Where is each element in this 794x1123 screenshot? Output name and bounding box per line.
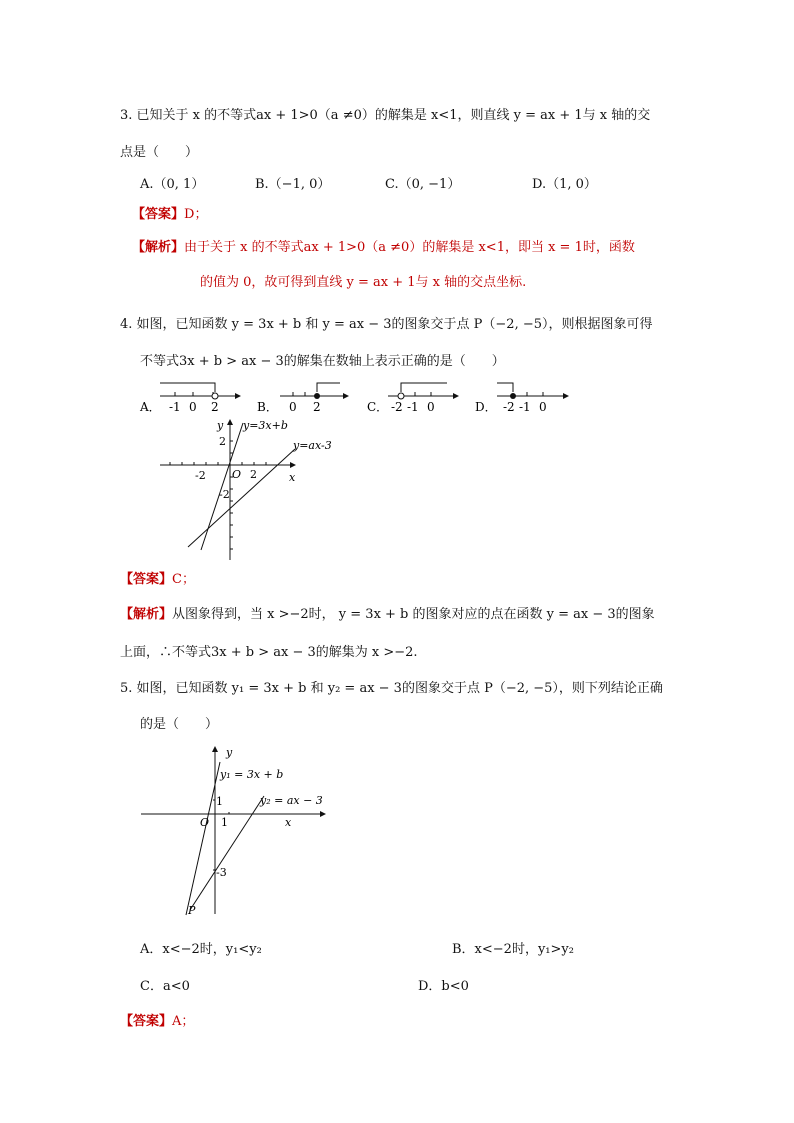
q5-option-a: A．x<−2时，y₁<y₂ bbox=[140, 942, 262, 957]
q3-option-a: A.（0, 1） bbox=[140, 177, 205, 192]
x-axis-arrow bbox=[320, 811, 326, 817]
answer-value: A； bbox=[172, 1014, 195, 1029]
tick-label: 2 bbox=[313, 400, 321, 414]
tick-label: -2 bbox=[391, 400, 403, 414]
analysis-label: 【解析】 bbox=[132, 240, 185, 255]
q5-stem-line1: 5. 如图，已知函数 y₁ = 3x + b 和 y₂ = ax − 3的图象交于点 P（−2, −5），则下列结论正确 bbox=[120, 681, 663, 696]
q4-analysis-line1 bbox=[120, 605, 655, 625]
analysis-text: 从图象得到，当 x >−2时， y = 3x + b 的图象对应的点在函数 y = ax − 3的图象 bbox=[172, 607, 655, 622]
q3-analysis-line1 bbox=[132, 238, 635, 258]
q4-analysis-line2: 上面，∴不等式3x + b > ax − 3的解集为 x >−2. bbox=[120, 645, 418, 660]
tick-label: -2 bbox=[503, 400, 515, 414]
q3-stem-line1: 3. 已知关于 x 的不等式ax + 1>0（a ≠0）的解集是 x<1，则直线 y = ax + 1与 x 轴的交 bbox=[120, 108, 651, 123]
y-axis-label: y bbox=[217, 419, 224, 432]
tick-label-x-neg2: -2 bbox=[195, 469, 206, 482]
q4-option-d-letter: D． bbox=[475, 400, 497, 414]
solution-ray bbox=[401, 383, 447, 392]
analysis-text: 由于关于 x 的不等式ax + 1>0（a ≠0）的解集是 x<1，即当 x = 1时，函数 bbox=[184, 240, 635, 255]
tick-label-y2: 2 bbox=[219, 435, 226, 448]
tick-label-y1: 1 bbox=[216, 795, 223, 808]
q5-answer bbox=[120, 1012, 194, 1032]
line1-label: y=3x+b bbox=[243, 419, 288, 432]
q4-stem-line2: 不等式3x + b > ax − 3的解集在数轴上表示正确的是（ ） bbox=[140, 354, 505, 369]
x-axis-arrow bbox=[290, 462, 296, 468]
q3-answer bbox=[132, 205, 207, 225]
x-axis-label: x bbox=[289, 471, 296, 484]
tick-label-x1: 1 bbox=[221, 816, 228, 829]
line2-label: y₂ = ax − 3 bbox=[260, 794, 323, 807]
q3-option-d: D.（1, 0） bbox=[532, 177, 597, 192]
q5-graph bbox=[138, 742, 338, 922]
q3-option-c: C.（0, −1） bbox=[385, 177, 461, 192]
analysis-label: 【解析】 bbox=[120, 607, 173, 622]
solution-ray bbox=[160, 383, 215, 392]
q4-numberline-options bbox=[135, 376, 575, 418]
line1-label: y₁ = 3x + b bbox=[220, 768, 284, 781]
q3-analysis-line2: 的值为 0，故可得到直线 y = ax + 1与 x 轴的交点坐标. bbox=[200, 275, 527, 290]
tick-label: 0 bbox=[539, 400, 547, 414]
numberline-arrow bbox=[563, 393, 569, 399]
q3-option-b: B.（−1, 0） bbox=[255, 177, 331, 192]
numberline-arrow bbox=[453, 393, 459, 399]
origin-label: O bbox=[200, 816, 210, 829]
tick-label: 0 bbox=[427, 400, 435, 414]
q5-option-d: D．b<0 bbox=[418, 979, 469, 994]
answer-value: C； bbox=[172, 572, 195, 587]
numberline-arrow bbox=[343, 393, 349, 399]
tick-label: 0 bbox=[189, 400, 197, 414]
solution-ray bbox=[497, 383, 513, 392]
q4-answer bbox=[120, 570, 195, 590]
answer-value: D； bbox=[184, 207, 208, 222]
open-point bbox=[398, 393, 404, 399]
tick-label: -1 bbox=[407, 400, 419, 414]
x-axis-label: x bbox=[285, 816, 292, 829]
tick-label: 0 bbox=[289, 400, 297, 414]
answer-label: 【答案】 bbox=[120, 1014, 173, 1029]
line2-label: y=ax-3 bbox=[293, 439, 332, 452]
open-point bbox=[212, 393, 218, 399]
q4-option-a-letter: A． bbox=[140, 400, 161, 414]
y-axis-arrow bbox=[212, 746, 218, 752]
answer-label: 【答案】 bbox=[132, 207, 185, 222]
answer-label: 【答案】 bbox=[120, 572, 173, 587]
q5-option-b: B．x<−2时，y₁>y₂ bbox=[452, 942, 574, 957]
q4-option-c-letter: C． bbox=[367, 400, 389, 414]
tick-label-x2: 2 bbox=[250, 468, 257, 481]
q4-graph bbox=[155, 415, 355, 565]
tick-label-y-neg3: -3 bbox=[216, 866, 227, 879]
y-axis-label: y bbox=[226, 746, 233, 759]
q5-option-c: C．a<0 bbox=[140, 979, 190, 994]
point-p-label: P bbox=[188, 904, 196, 917]
numberline-arrow bbox=[235, 393, 241, 399]
tick-label-y-neg2: -2 bbox=[219, 488, 230, 501]
closed-point bbox=[314, 393, 320, 399]
tick-label: -1 bbox=[519, 400, 531, 414]
closed-point bbox=[510, 393, 516, 399]
q3-stem-line2: 点是（ ） bbox=[120, 145, 199, 160]
q4-stem-line1: 4. 如图，已知函数 y = 3x + b 和 y = ax − 3的图象交于点 P（−2, −5），则根据图象可得 bbox=[120, 317, 653, 332]
tick-label: -1 bbox=[169, 400, 181, 414]
line-y2 bbox=[190, 796, 264, 910]
y-axis-arrow bbox=[227, 419, 233, 425]
origin-label: O bbox=[232, 468, 242, 481]
solution-ray bbox=[317, 383, 340, 392]
tick-label: 2 bbox=[211, 400, 219, 414]
q5-stem-line2: 的是（ ） bbox=[140, 717, 219, 732]
q4-option-b-letter: B． bbox=[257, 400, 278, 414]
